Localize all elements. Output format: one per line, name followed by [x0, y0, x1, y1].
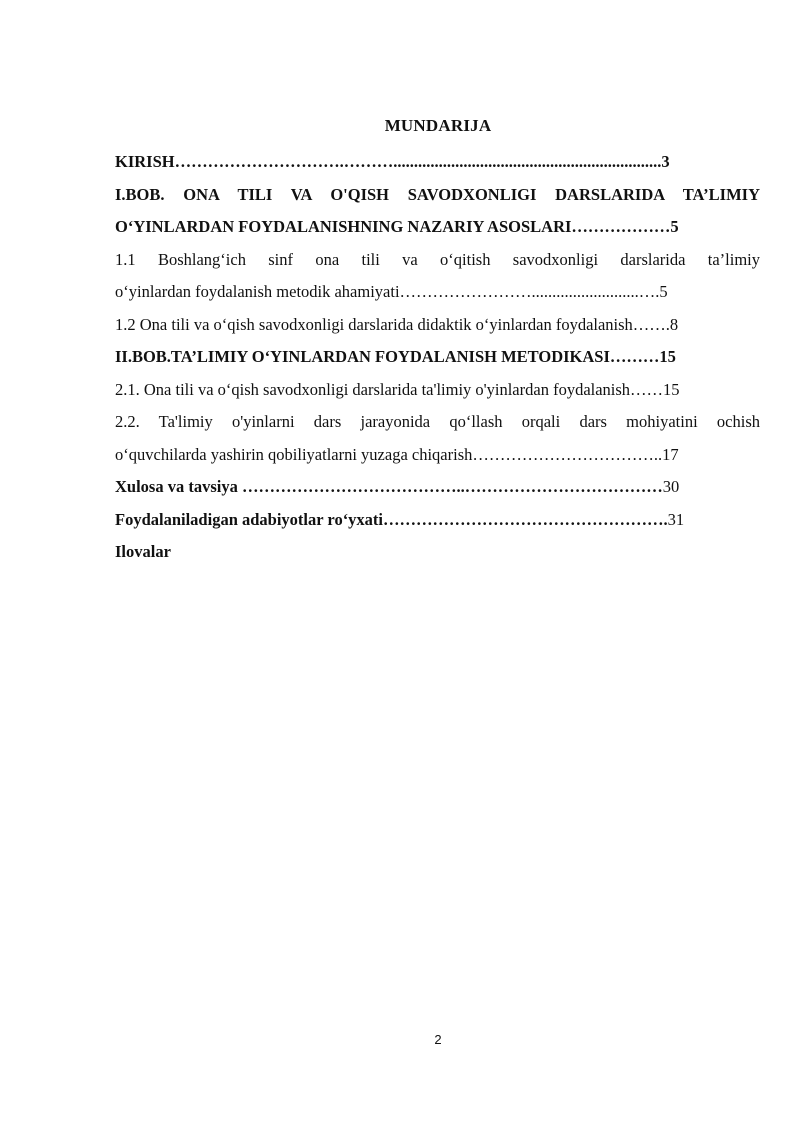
toc-entry-1-2[interactable]: 1.2 Ona tili va o‘qish savodxonligi darslarida didaktik o‘yinlardan foydalanish…….8	[115, 314, 679, 334]
toc-entry-adabiyot[interactable]	[115, 504, 760, 537]
toc-entry-xulosa[interactable]	[115, 471, 760, 504]
toc-entry-ilovalar[interactable]: Ilovalar	[115, 542, 171, 561]
toc-entry-adabiyot-label: Foydalaniladigan adabiyotlar ro‘yxati	[115, 509, 384, 529]
page-title: MUNDARIJA	[384, 116, 492, 135]
toc-entry-2-1[interactable]: 2.1. Ona tili va o‘qish savodxonligi darslarida ta'limiy o'yinlardan foydalanish……15	[115, 379, 680, 399]
table-of-contents	[115, 146, 760, 569]
toc-entry-xulosa-dots: …………………………………..………………………………	[241, 477, 663, 496]
toc-entry-2-2-line1[interactable]: 2.2. Ta'limiy o'yinlarni dars jarayonida qo‘llash orqali dars mohiyatini ochish	[115, 412, 760, 431]
toc-entry-kirish[interactable]: KIRISH………………………….……….................................................................3	[115, 152, 670, 171]
toc-entry-1-1-line1[interactable]: 1.1 Boshlang‘ich sinf ona tili va o‘qitish savodxonligi darslarida ta’limiy	[115, 249, 760, 269]
toc-entry-1-1-line2[interactable]: o‘yinlardan foydalanish metodik ahamiyati……………………..........................….5	[115, 282, 668, 301]
page-number: 2	[434, 1032, 442, 1047]
toc-entry-xulosa-label: Xulosa va tavsiya	[115, 477, 242, 496]
toc-entry-xulosa-page: 30	[662, 477, 680, 496]
toc-entry-bob1-line1[interactable]: I.BOB. ONA TILI VA O'QISH SAVODXONLIGI DARSLARIDA TA’LIMIY	[115, 184, 760, 204]
toc-entry-adabiyot-dots: …………………………………………….	[383, 509, 668, 529]
toc-entry-bob1-line2[interactable]: O‘YINLARDAN FOYDALANISHNING NAZARIY ASOSLARI………………5	[115, 217, 679, 236]
toc-entry-2-2-line2[interactable]: o‘quvchilarda yashirin qobiliyatlarni yuzaga chiqarish……………………………..17	[115, 444, 679, 464]
toc-entry-bob2[interactable]: II.BOB.TA’LIMIY O‘YINLARDAN FOYDALANISH METODIKASI………15	[115, 347, 676, 366]
toc-entry-adabiyot-page: 31	[667, 509, 685, 529]
